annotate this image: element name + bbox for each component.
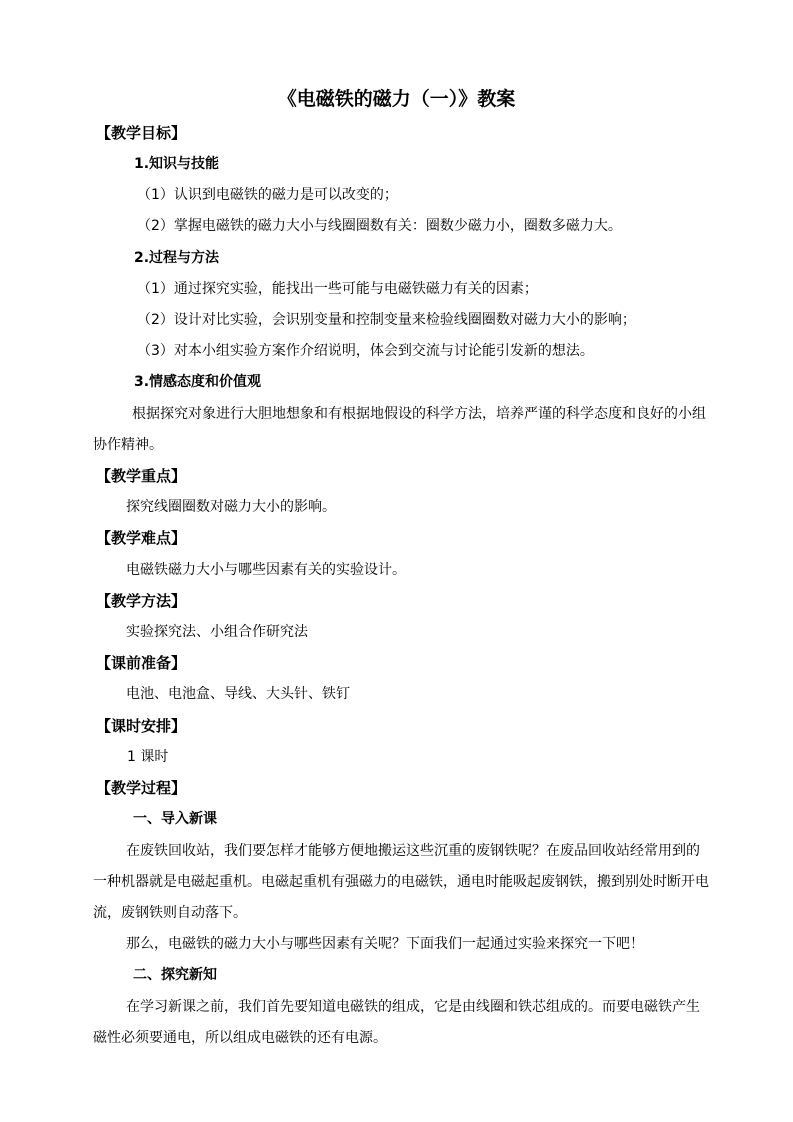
key-points-text: 探究线圈圈数对磁力大小的影响。: [126, 499, 336, 515]
difficulties-heading: 【教学难点】: [96, 529, 187, 547]
page-title: 《电磁铁的磁力（一）》教案: [277, 88, 516, 110]
methods-heading: 【教学方法】: [96, 592, 187, 610]
knowledge-skills-heading: 1.知识与技能: [134, 156, 220, 172]
methods-text: 实验探究法、小组合作研究法: [126, 624, 308, 640]
process-method-heading: 2.过程与方法: [134, 250, 220, 266]
explore-heading: 二、探究新知: [133, 967, 217, 983]
process-item-2: （2）设计对比实验，会识别变量和控制变量来检验线圈圈数对磁力大小的影响；: [137, 312, 636, 328]
preparation-heading: 【课前准备】: [96, 654, 187, 672]
intro-heading: 一、导入新课: [133, 811, 217, 827]
attitude-values-heading: 3.情感态度和价值观: [134, 374, 262, 390]
key-points-heading: 【教学重点】: [96, 467, 187, 485]
knowledge-item-1: （1）认识到电磁铁的磁力是可以改变的；: [137, 187, 398, 203]
intro-paragraph-1-line-1: 在废铁回收站，我们要怎样才能够方便地搬运这些沉重的废钢铁呢？在废品回收站经常用到的: [126, 843, 700, 859]
process-item-3: （3）对本小组实验方案作介绍说明，体会到交流与讨论能引发新的想法。: [137, 343, 594, 359]
explore-paragraph-1-line-2: 磁性必须要通电，所以组成电磁铁的还有电源。: [93, 1030, 387, 1046]
procedure-heading: 【教学过程】: [96, 779, 187, 797]
objectives-heading: 【教学目标】: [96, 124, 187, 142]
difficulties-text: 电磁铁磁力大小与哪些因素有关的实验设计。: [126, 562, 406, 578]
explore-paragraph-1-line-1: 在学习新课之前，我们首先要知道电磁铁的组成，它是由线圈和铁芯组成的。而要电磁铁产生: [126, 999, 700, 1015]
process-item-1: （1）通过探究实验，能找出一些可能与电磁铁磁力有关的因素；: [137, 281, 538, 297]
knowledge-item-2: （2）掌握电磁铁的磁力大小与线圈圈数有关：圈数少磁力小，圈数多磁力大。: [137, 218, 622, 234]
preparation-text: 电池、电池盒、导线、大头针、铁钉: [126, 686, 350, 702]
schedule-text: 1 课时: [127, 749, 169, 765]
intro-paragraph-1-line-3: 流，废钢铁则自动落下。: [93, 905, 247, 921]
intro-paragraph-2: 那么，电磁铁的磁力大小与哪些因素有关呢？下面我们一起通过实验来探究一下吧！: [126, 936, 644, 952]
schedule-heading: 【课时安排】: [96, 717, 187, 735]
attitude-text-line-2: 协作精神。: [93, 437, 163, 453]
intro-paragraph-1-line-2: 一种机器就是电磁起重机。电磁起重机有强磁力的电磁铁，通电时能吸起废钢铁，搬到别处时断开电: [93, 874, 709, 890]
attitude-text-line-1: 根据探究对象进行大胆地想象和有根据地假设的科学方法，培养严谨的科学态度和良好的小组: [132, 406, 706, 422]
